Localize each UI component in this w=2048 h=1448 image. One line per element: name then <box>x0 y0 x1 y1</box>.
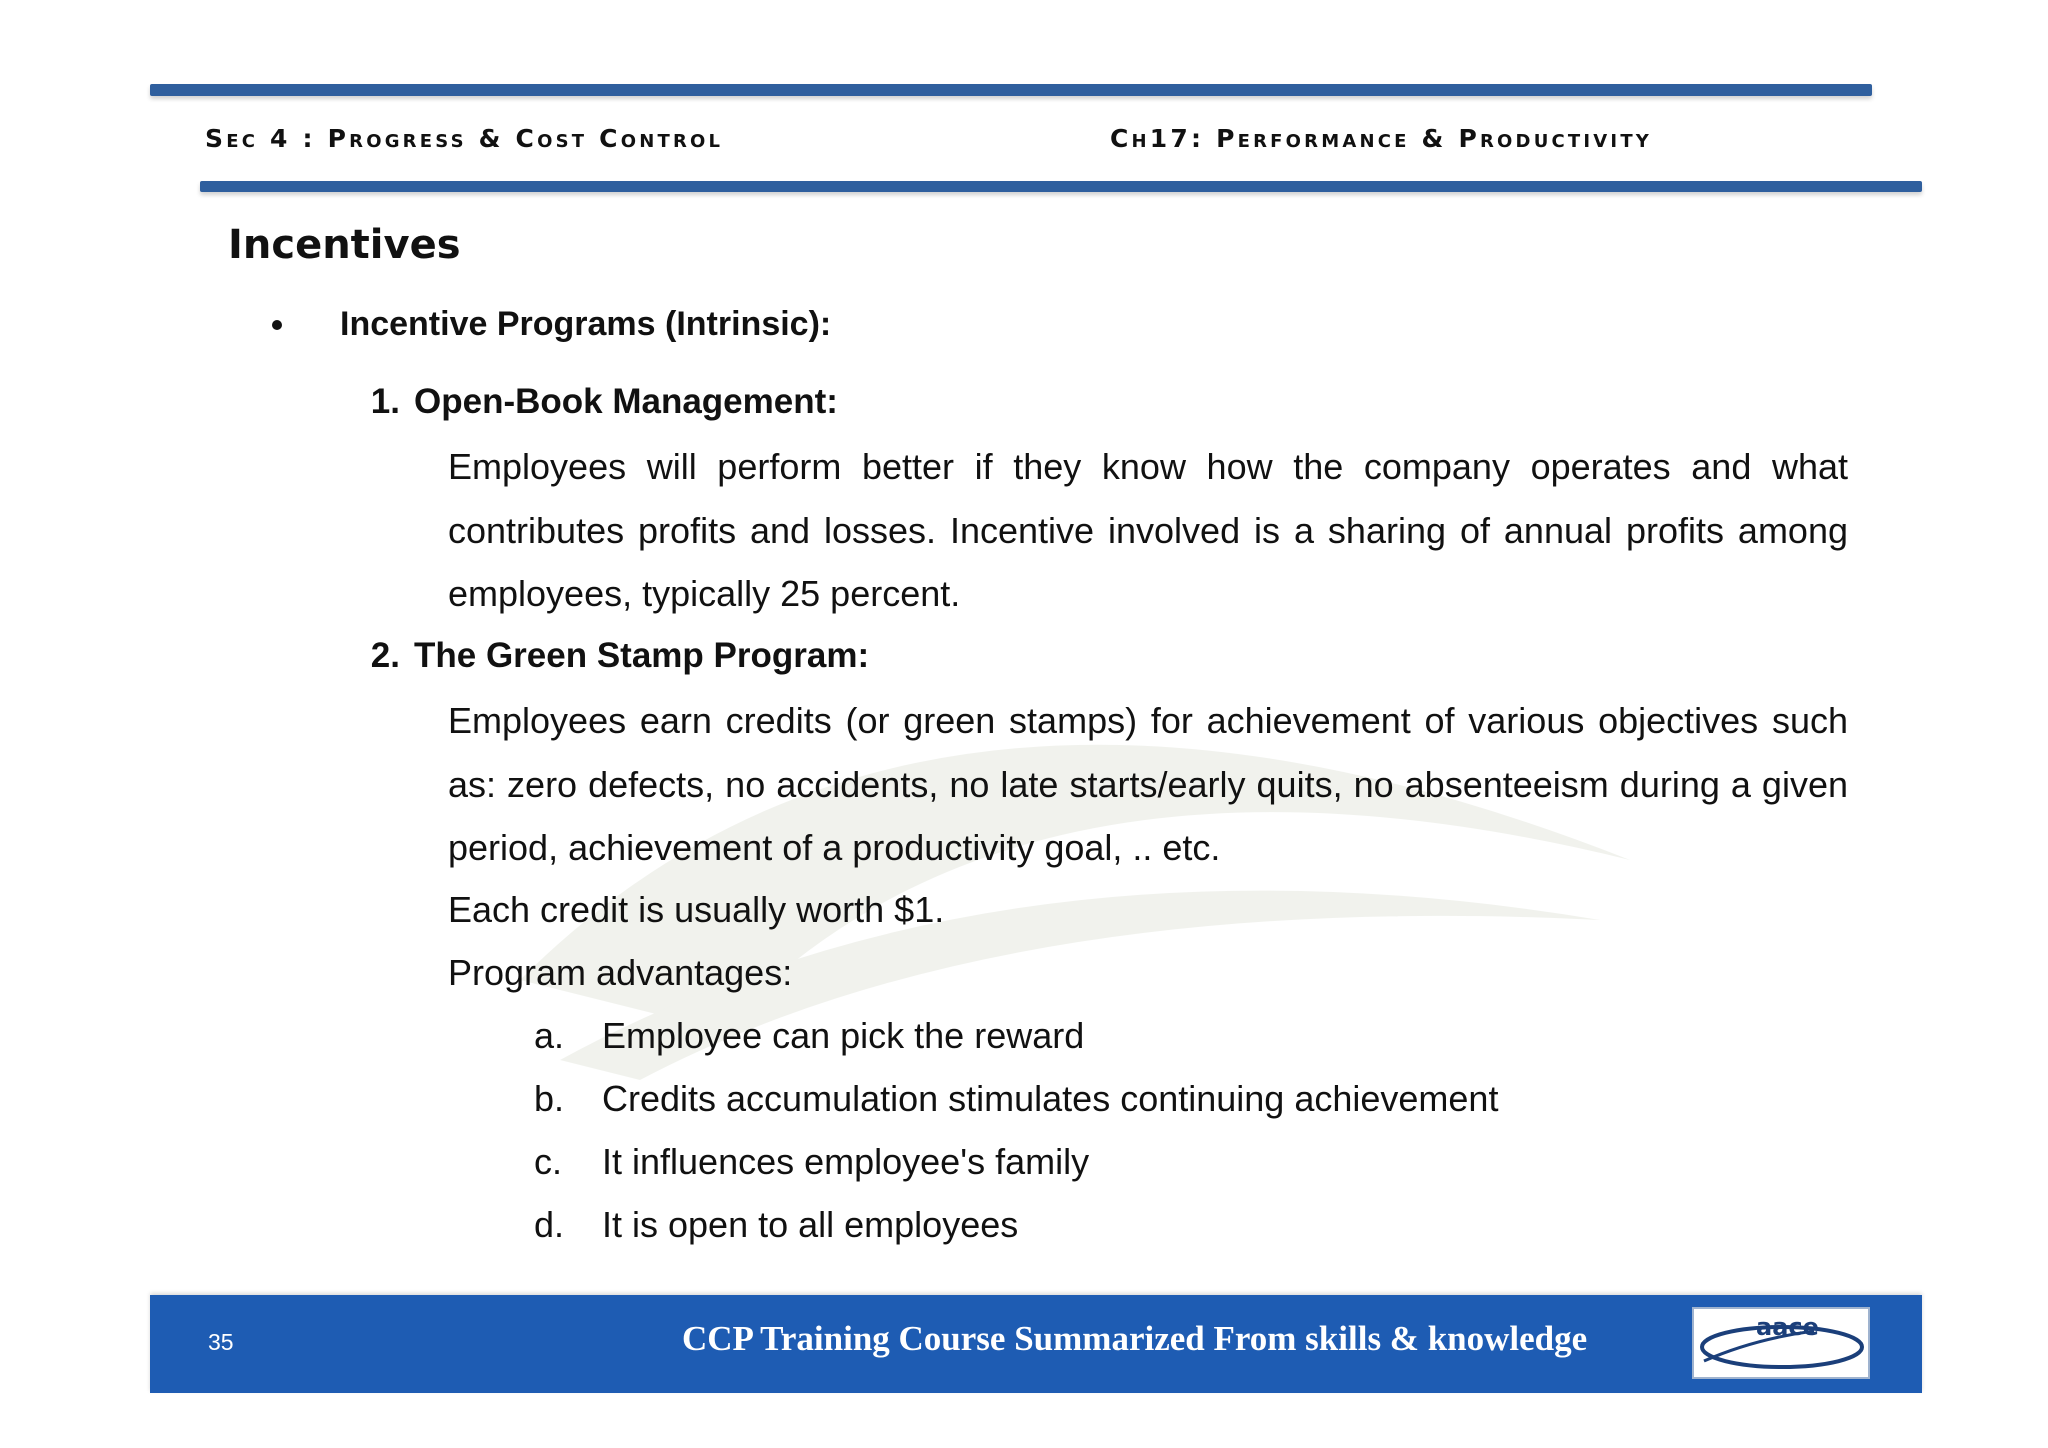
item-1-heading <box>342 382 838 422</box>
item-2-description: Employees earn credits (or green stamps) for achievement of various objectives such as: zero defects, no accidents, no late starts/early quits, no absenteeism during a given period, achievement of a productivity goal, .. etc. <box>448 700 1848 868</box>
logo-text: aace <box>1756 1313 1819 1341</box>
advantage-item <box>534 1015 1084 1057</box>
advantage-item <box>534 1078 1498 1120</box>
item-2-heading <box>342 636 869 676</box>
footer-bar <box>150 1295 1922 1393</box>
item-2-number: 2. <box>370 636 400 675</box>
aace-logo <box>1692 1307 1870 1379</box>
advantage-letter: d. <box>534 1204 565 1245</box>
advantage-text: Credits accumulation stimulates continuing achievement <box>602 1078 1499 1119</box>
advantages-label: Program advantages: <box>448 952 793 993</box>
header-top-bar <box>150 84 1872 96</box>
advantage-letter: c. <box>534 1141 563 1182</box>
page-number: 35 <box>208 1329 234 1355</box>
item-2-title: The Green Stamp Program: <box>414 636 870 675</box>
slide-title: Incentives <box>228 222 461 268</box>
item-1-title: Open-Book Management: <box>414 382 838 421</box>
advantage-text: It influences employee's family <box>602 1141 1090 1182</box>
bullet-heading <box>272 305 831 344</box>
item-1-number: 1. <box>370 382 400 421</box>
advantage-item <box>534 1204 1018 1246</box>
advantage-text: Employee can pick the reward <box>602 1015 1085 1056</box>
advantage-letter: a. <box>534 1015 565 1056</box>
section-title: Sec 4 : Progress & Cost Control <box>205 124 724 153</box>
bullet-dot-icon <box>272 320 282 330</box>
credit-line: Each credit is usually worth $1. <box>448 889 945 930</box>
item-1-description: Employees will perform better if they know how the company operates and what contributes profits and losses. Incentive involved is a sharing of annual profits among employees, typically 25 percent. <box>448 446 1848 614</box>
advantage-item <box>534 1141 1089 1183</box>
header-bottom-bar <box>200 181 1922 192</box>
bullet-text: Incentive Programs (Intrinsic): <box>340 305 832 343</box>
chapter-title: Ch17: Performance & Productivity <box>1110 124 1653 153</box>
advantage-text: It is open to all employees <box>602 1204 1019 1245</box>
advantage-letter: b. <box>534 1078 565 1119</box>
footer-text: CCP Training Course Summarized From skills & knowledge <box>682 1319 1588 1358</box>
